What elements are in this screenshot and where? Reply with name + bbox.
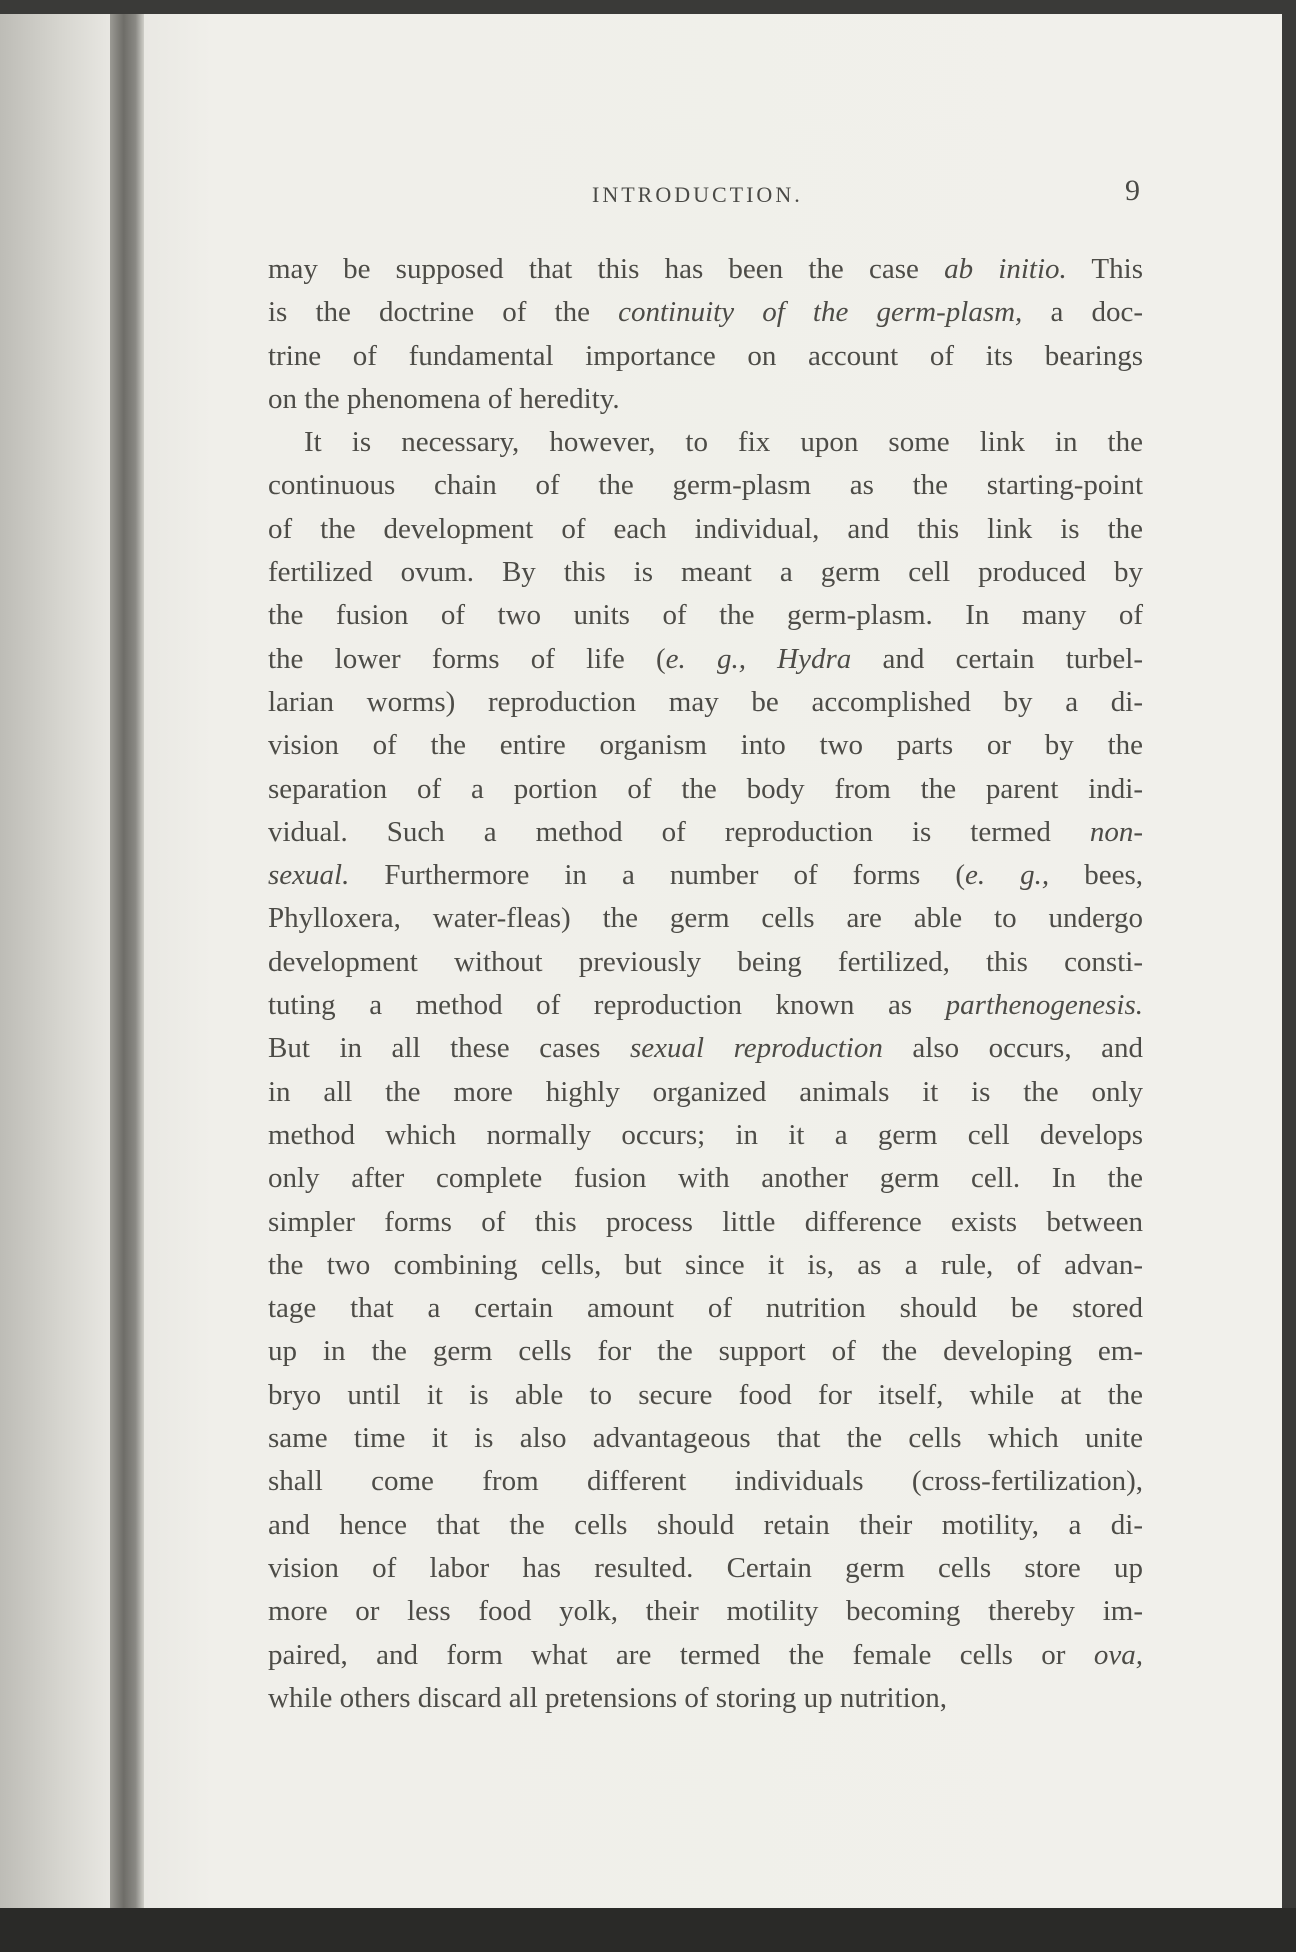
text-run: up in the germ cells for the support of the developing em- (268, 1335, 1143, 1368)
text-line (268, 421, 1143, 464)
text-line (268, 1374, 1143, 1417)
text-line (268, 768, 1143, 811)
text-run: and hence that the cells should retain their motility, a di- (268, 1508, 1143, 1541)
text-line (268, 811, 1143, 854)
text-run: continuous chain of the germ-plasm as the starting-point (268, 469, 1143, 502)
text-line (268, 248, 1143, 291)
text-run: bees, (1049, 859, 1143, 892)
text-run: paired, and form what are termed the female cells or (268, 1638, 1094, 1671)
text-line (268, 681, 1143, 724)
text-run: simpler forms of this process little difference exists between (268, 1205, 1143, 1238)
italic-term: sexual. (268, 859, 350, 892)
italic-term: non- (1089, 815, 1143, 848)
text-run: vision of the entire organism into two parts or by the (268, 729, 1143, 762)
text-line (268, 941, 1143, 984)
facing-page-edge (0, 14, 110, 1908)
text-run: the lower forms of life ( (268, 642, 666, 675)
text-line (268, 1590, 1143, 1633)
text-line (268, 464, 1143, 507)
text-line (268, 984, 1143, 1027)
text-run: a doc- (1022, 296, 1143, 329)
page-number: 9 (1125, 174, 1140, 207)
text-run: of the development of each individual, and this link is the (268, 512, 1143, 545)
text-line (268, 1244, 1143, 1287)
text-line (268, 1157, 1143, 1200)
text-line (268, 594, 1143, 637)
text-line (268, 1287, 1143, 1330)
text-run: separation of a portion of the body from the parent indi- (268, 772, 1143, 805)
text-line (268, 1071, 1143, 1114)
text-line (268, 1547, 1143, 1590)
text-run: and certain turbel- (851, 642, 1143, 675)
italic-term: e. g., Hydra (665, 642, 852, 675)
text-line (268, 378, 1143, 421)
text-line (268, 854, 1143, 897)
text-run: vidual. Such a method of reproduction is termed (268, 815, 1090, 848)
body-text (268, 248, 1143, 1720)
text-run: while others discard all pretensions of storing up nutrition, (268, 1681, 947, 1714)
book-gutter (110, 14, 144, 1908)
italic-term: parthenogenesis. (945, 989, 1143, 1022)
text-line (268, 1504, 1143, 1547)
text-run: method which normally occurs; in it a germ cell develops (268, 1118, 1143, 1151)
text-line (268, 1460, 1143, 1503)
text-line (268, 291, 1143, 334)
italic-term: ab initio. (944, 253, 1067, 285)
scan-bottom-border (0, 1908, 1296, 1952)
italic-term: sexual reproduction (629, 1032, 883, 1065)
text-run: But in all these cases (268, 1032, 630, 1065)
text-run: the fusion of two units of the germ-plasm. In many of (268, 599, 1143, 632)
text-line (268, 724, 1143, 767)
text-line (268, 1677, 1143, 1720)
text-run: tuting a method of reproduction known as (268, 989, 946, 1022)
text-line (268, 335, 1143, 378)
text-run: trine of fundamental importance on account of its bearings (268, 339, 1143, 372)
text-run: is the doctrine of the (268, 296, 619, 329)
italic-term: e. g., (965, 859, 1050, 892)
text-run: Furthermore in a number of forms ( (349, 859, 966, 892)
scan-top-border (0, 0, 1296, 14)
text-run: This (1066, 253, 1143, 285)
text-run: the two combining cells, but since it is, as a rule, of advan- (268, 1248, 1143, 1281)
text-line (268, 1634, 1143, 1677)
text-line (268, 1114, 1143, 1157)
text-run: larian worms) reproduction may be accomplished by a di- (268, 685, 1143, 718)
text-run: may be supposed that this has been the case (268, 253, 945, 285)
text-run: development without previously being fertilized, this consti- (268, 945, 1143, 978)
text-run: Phylloxera, water-fleas) the germ cells are able to undergo (268, 902, 1143, 935)
scan-right-border (1282, 14, 1296, 1908)
text-run: vision of labor has resulted. Certain germ cells store up (268, 1551, 1143, 1584)
text-run: shall come from different individuals (cross-fertilization), (268, 1465, 1143, 1498)
text-line (268, 1330, 1143, 1373)
text-line (268, 508, 1143, 551)
text-line (268, 1201, 1143, 1244)
italic-term: ova, (1093, 1638, 1143, 1671)
text-run: fertilized ovum. By this is meant a germ cell produced by (268, 556, 1143, 589)
text-run: on the phenomena of heredity. (268, 382, 620, 415)
text-run: It is necessary, however, to fix upon some link in the (304, 426, 1143, 459)
text-run: tage that a certain amount of nutrition should be stored (268, 1292, 1143, 1325)
text-line (268, 1027, 1143, 1070)
running-head-title: INTRODUCTION. (592, 182, 803, 207)
text-run: in all the more highly organized animals it is the only (268, 1075, 1143, 1108)
running-head (270, 174, 1140, 218)
text-line (268, 551, 1143, 594)
italic-term: continuity of the germ-plasm, (618, 296, 1023, 329)
text-line (268, 1417, 1143, 1460)
text-line (268, 638, 1143, 681)
text-run: bryo until it is able to secure food for itself, while at the (268, 1378, 1143, 1411)
text-run: only after complete fusion with another germ cell. In the (268, 1162, 1143, 1195)
text-run: also occurs, and (882, 1032, 1143, 1065)
text-run: more or less food yolk, their motility becoming thereby im- (268, 1595, 1143, 1628)
text-run: same time it is also advantageous that the cells which unite (268, 1422, 1143, 1455)
text-line (268, 897, 1143, 940)
